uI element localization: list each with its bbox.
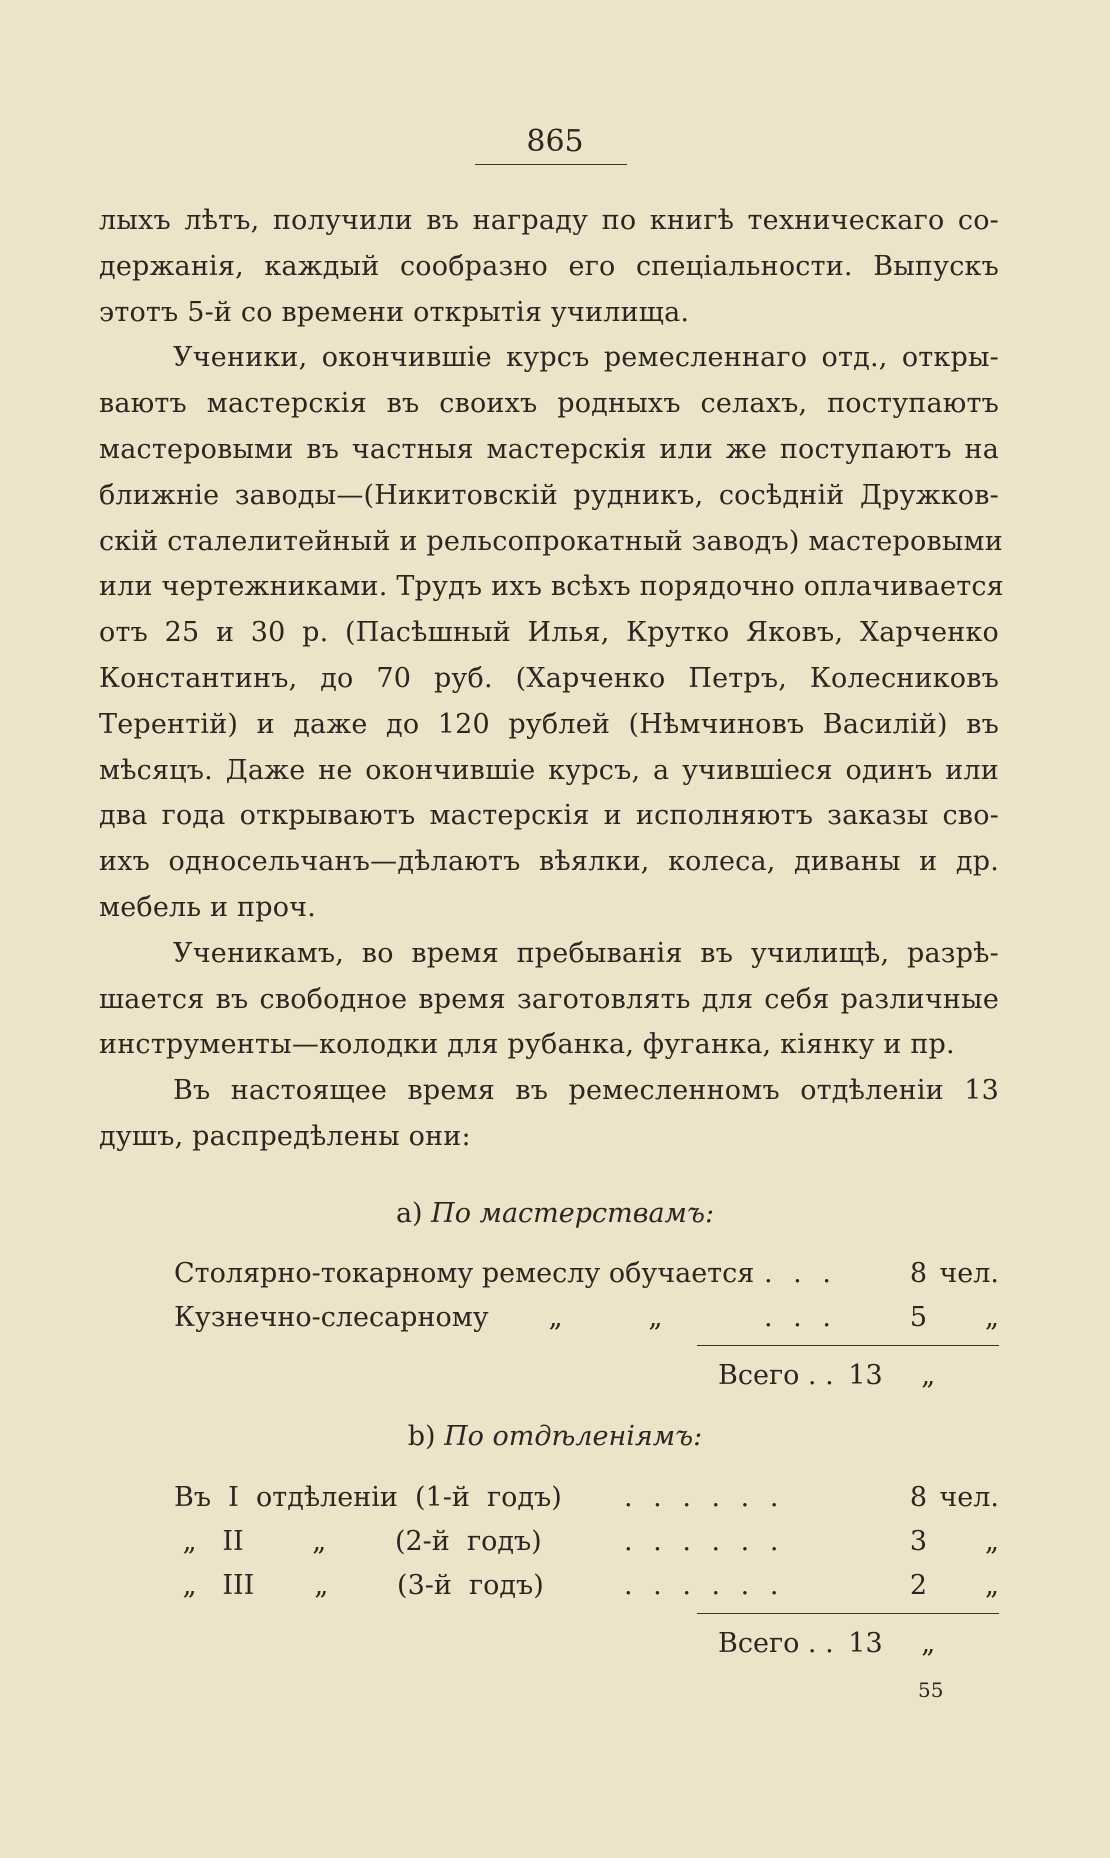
section-a-total-rule [697, 1345, 999, 1346]
row-dots: . . . . . . [624, 1482, 785, 1513]
row-count: 5 [909, 1302, 927, 1333]
header-rule [475, 164, 627, 165]
row-label: Кузнечно-слесарному „ „ [174, 1302, 663, 1333]
row-unit: чел. [939, 1258, 999, 1289]
row-dots: . . . . . . [624, 1526, 785, 1557]
section-b-total-rule [697, 1613, 999, 1614]
body-line: душъ, распредѣлены они: [99, 1120, 471, 1152]
row-label: Въ I отдѣленіи (1-й годъ) [174, 1482, 562, 1513]
row-unit: „ [985, 1526, 999, 1557]
row-count: 8 [909, 1482, 927, 1513]
body-line: этотъ 5-й со времени открытія училища. [99, 296, 690, 328]
section-b-total-unit: „ [921, 1628, 936, 1659]
body-line: мастеровыми въ частныя мастерскія или же поступаютъ на [99, 433, 999, 465]
body-line: ближніе заводы—(Никитовскій рудникъ, сосѣдній Дружков- [99, 479, 999, 511]
section-a-heading [0, 1196, 1110, 1232]
section-a-table [174, 1252, 999, 1340]
section-b-total-label: Всего . . [718, 1628, 834, 1659]
body-line: Константинъ, до 70 руб. (Харченко Петръ, Колесниковъ [99, 662, 999, 694]
body-line: держанія, каждый сообразно его спеціальности. Выпускъ [99, 250, 999, 282]
body-line: инструменты—колодки для рубанка, фуганка, кіянку и пр. [99, 1029, 955, 1061]
body-line: ихъ односельчанъ—дѣлаютъ вѣялки, колеса, диваны и др. [99, 846, 999, 878]
row-unit: „ [985, 1570, 999, 1601]
row-unit: „ [985, 1302, 999, 1333]
section-b-title: По отдѣленіямъ: [444, 1421, 703, 1452]
section-a-total-count: 13 [848, 1360, 883, 1391]
section-b-marker: b) [407, 1421, 436, 1452]
row-count: 8 [909, 1258, 927, 1289]
section-b-table [174, 1476, 999, 1608]
section-b-total [718, 1624, 935, 1664]
section-a-total-unit: „ [921, 1360, 936, 1391]
section-a-row [174, 1296, 999, 1340]
section-b-row [174, 1476, 999, 1520]
signature-mark: 55 [918, 1678, 944, 1702]
section-b-heading [0, 1419, 1110, 1455]
row-label: „ II „ (2-й годъ) [174, 1526, 542, 1557]
body-line: скій сталелитейный и рельсопрокатный заводъ) мастеровыми [99, 525, 1003, 557]
body-line: Ученики, окончившіе курсъ ремесленнаго отд., откры- [173, 342, 999, 374]
body-line: мебель и проч. [99, 891, 316, 923]
body-line: Въ настоящее время въ ремесленномъ отдѣленіи 13 [173, 1075, 999, 1107]
row-label: „ III „ (3-й годъ) [174, 1570, 544, 1601]
section-b-row [174, 1520, 999, 1564]
body-line: два года открываютъ мастерскія и исполняютъ заказы сво- [99, 800, 999, 832]
body-line: лыхъ лѣтъ, получили въ награду по книгѣ техническаго со- [99, 205, 999, 236]
section-a-total [718, 1356, 935, 1396]
body-line: шается въ свободное время заготовлять для себя различные [99, 983, 999, 1015]
page-number: 865 [526, 124, 584, 159]
row-dots: . . . [764, 1302, 837, 1333]
body-line: Ученикамъ, во время пребыванія въ училищѣ, разрѣ- [173, 937, 999, 969]
body-line: или чертежниками. Трудъ ихъ всѣхъ порядочно оплачивается [99, 571, 1004, 603]
row-unit: чел. [939, 1482, 999, 1513]
body-line: отъ 25 и 30 р. (Пасѣшный Илья, Крутко Яковъ, Харченко [99, 617, 999, 649]
row-count: 2 [909, 1570, 927, 1601]
section-a-marker: a) [395, 1198, 423, 1229]
row-count: 3 [909, 1526, 927, 1557]
row-label: Столярно-токарному ремеслу обучается [174, 1258, 755, 1289]
section-a-title: По мастерствамъ: [431, 1198, 715, 1229]
body-text [99, 198, 1004, 1160]
row-dots: . . . [764, 1258, 837, 1289]
section-b-row [174, 1564, 999, 1608]
section-b-total-count: 13 [848, 1628, 883, 1659]
body-line: Терентій) и даже до 120 рублей (Нѣмчиновъ Василій) въ [99, 708, 999, 740]
section-a-total-label: Всего . . [718, 1360, 834, 1391]
body-line: ваютъ мастерскія въ своихъ родныхъ селахъ, поступаютъ [99, 388, 999, 420]
body-line: мѣсяцъ. Даже не окончившіе курсъ, а учившіеся одинъ или [99, 754, 999, 786]
section-a-row [174, 1252, 999, 1296]
row-dots: . . . . . . [624, 1570, 785, 1601]
